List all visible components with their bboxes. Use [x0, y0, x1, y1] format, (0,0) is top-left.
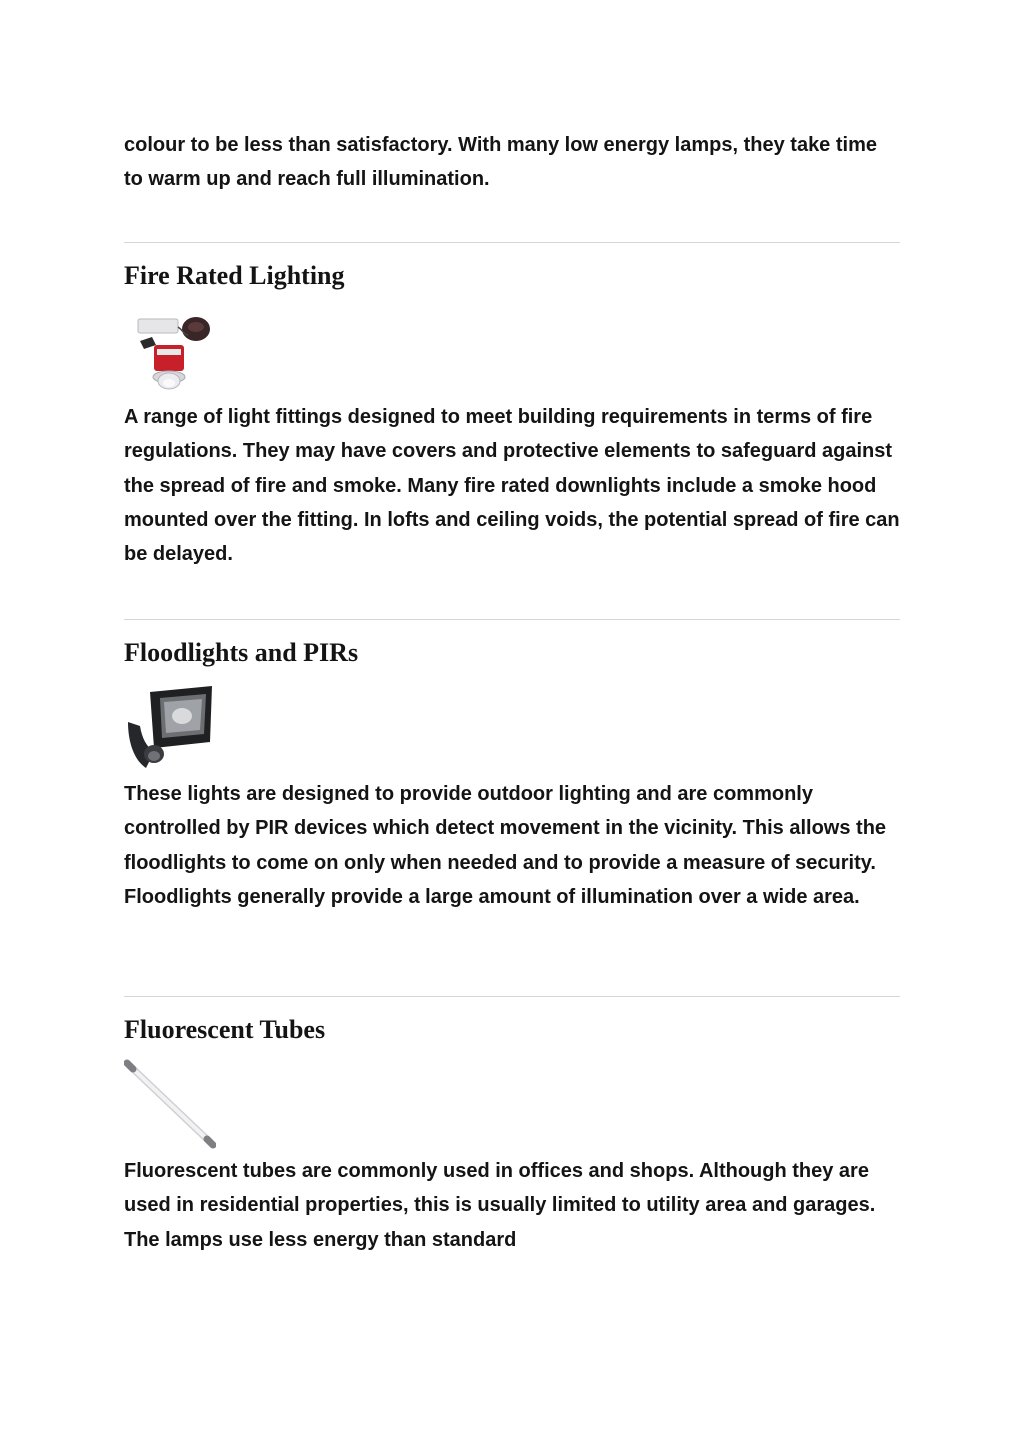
fire-rated-downlight-image	[124, 305, 216, 397]
section-title-fire-rated-lighting: Fire Rated Lighting	[124, 261, 345, 290]
section-title-fluorescent-tubes: Fluorescent Tubes	[124, 1015, 326, 1044]
section-body-fluorescent-tubes: Fluorescent tubes are commonly used in offices and shops. Although they are used in residential properties, this is usually limited to utility area and garages. The lamps use less energy than standard	[124, 1160, 876, 1251]
fire-rated-downlight-icon	[124, 305, 216, 397]
section-divider	[124, 242, 900, 243]
fluorescent-tube-icon	[124, 1058, 216, 1150]
section-divider	[124, 996, 900, 997]
floodlight-image	[124, 682, 216, 774]
section-body-fire-rated-lighting: A range of light fittings designed to meet building requirements in terms of fire regulations. They may have covers and protective elements to safeguard against the spread of fire and smoke. Many fire rated downlights include a smoke hood mounted over the fitting. In lofts and ceiling voids, the potential spread of fire can be delayed.	[124, 406, 900, 566]
section-body-floodlights-and-pirs: These lights are designed to provide outdoor lighting and are commonly controlled by PIR devices which detect movement in the vicinity. This allows the floodlights to come on only when needed and to provide a measure of security. Floodlights generally provide a large amount of illumination over a wide area.	[124, 783, 887, 908]
floodlight-icon	[124, 682, 216, 774]
intro-paragraph: colour to be less than satisfactory. With many low energy lamps, they take time to warm up and reach full illumination.	[124, 134, 877, 191]
section-divider	[124, 619, 900, 620]
section-title-floodlights-and-pirs: Floodlights and PIRs	[124, 638, 359, 667]
fluorescent-tube-image	[124, 1058, 216, 1150]
